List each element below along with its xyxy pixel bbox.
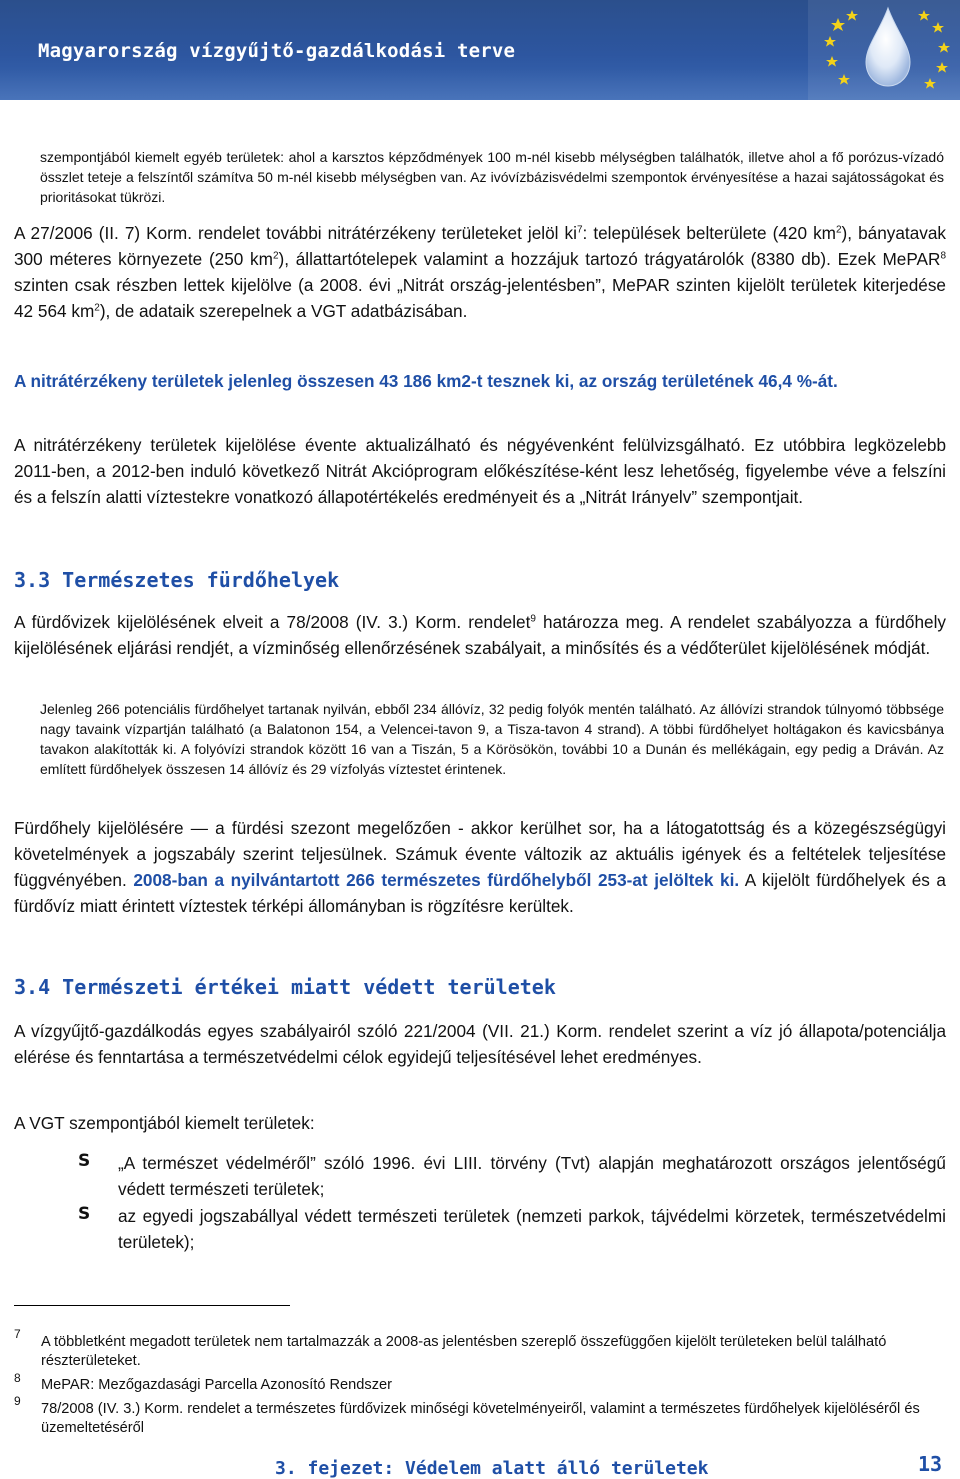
footnote-number: 9 — [14, 1394, 21, 1408]
p6-text-a: Fürdőhely kijelölésére — a fürdési szezont megelőzően - akkor kerülhet sor, ha a látogatottság és a közegészségügyi követelmények a jogszabály szerint teljesülnek. Számuk évente változik az aktuális igények és a feltételek teljesítése függvényében. — [14, 818, 946, 890]
p1-text-d: ), állattartótelepek valamint a hozzájuk tartozó trágyatárolók (8380 db). Ezek MePAR — [278, 249, 941, 269]
p1-text-f: ), de adataik szerepelnek a VGT adatbázisában. — [99, 301, 468, 321]
footnote-text: 78/2008 (IV. 3.) Korm. rendelet a természetes fürdővizek minőségi követelményeiről, valamint a természetes fürdőhelyek kijelöléséről és üzemeltetéséről — [41, 1401, 920, 1436]
section-heading-3-4 — [14, 975, 556, 999]
page-footer — [0, 1446, 960, 1478]
footnote-ref-8[interactable]: 8 — [940, 250, 946, 262]
section-title: Természetes fürdőhelyek — [62, 568, 340, 592]
footnote-text: MePAR: Mezőgazdasági Parcella Azonosító Rendszer — [41, 1377, 392, 1393]
bullet-item: „A természet védelméről” szóló 1996. évi LIII. törvény (Tvt) alapján meghatározott országos jelentőségű védett természeti területek; — [118, 1153, 946, 1199]
bullet-icon: S — [78, 1151, 91, 1171]
section-title: Természeti értékei miatt védett területek — [62, 975, 556, 999]
superscript-2: 2 — [94, 302, 100, 314]
page-number: 13 — [918, 1452, 943, 1476]
footnote-text: A többletként megadott területek nem tartalmazzák a 2008-as jelentésben szereplő összefüggően kijelölt területeken belül található részterületeket. — [41, 1334, 887, 1369]
chapter-title: 3. fejezet: Védelem alatt álló területek — [275, 1458, 709, 1479]
header-title: Magyarország vízgyűjtő-gazdálkodási terve — [38, 40, 516, 62]
superscript-2: 2 — [272, 250, 279, 262]
section-heading-3-3 — [14, 568, 339, 592]
superscript-2: 2 — [835, 224, 842, 236]
bathing-designation-paragraph — [14, 815, 946, 919]
eu-water-drop-logo — [808, 0, 960, 100]
p1-text-c: ), bányatavak 300 méteres környezete (250 km — [14, 223, 946, 269]
bathing-2008-highlight: 2008-ban a nyilvántartott 266 természetes fürdőhelyből 253-at jelöltek ki. — [133, 870, 740, 890]
p4-text-a: A fürdővizek kijelölésének elveit a 78/2008 (IV. 3.) Korm. rendelet — [14, 612, 531, 632]
bullet-item: az egyedi jogszabállyal védett természeti területek (nemzeti parkok, tájvédelmi körzetek, természetvédelmi területek); — [118, 1206, 946, 1252]
section-number: 3.3 — [14, 568, 51, 592]
nitrate-review-paragraph: A nitrátérzékeny területek kijelölése évente aktualizálható és négyévenként felülvizsgálható. Ez utóbbira legközelebb 2011-ben, a 2012-ben induló következő Nitrát Akcióprogram előkészítése-ként lesz lehetőség, figyelembe véve a felszíni és a felszín alatti víztestekre vonatkozó állapotértékelés eredményeit és a „Nitrát Irányelv” szempontjait. — [14, 435, 946, 507]
footnote-ref-9[interactable]: 9 — [530, 613, 536, 625]
p4-text-b: határozza meg. A rendelet szabályozza a fürdőhely kijelölésének eljárási rendjét, a vízminőség ellenőrzésének szabályait, a minősítés és a védőterület kijelölésének módját. — [14, 612, 946, 658]
nature-protection-paragraph: A vízgyűjtő-gazdálkodás egyes szabályairól szóló 221/2004 (VII. 21.) Korm. rendelet szerint a víz jó állapota/potenciálja elérése és fenntartása a természetvédelmi célok egyidejű teljesítésével lehet eredményes. — [14, 1021, 946, 1067]
p6-text-b: A kijelölt fürdőhelyek és a fürdővíz miatt érintett víztestek térképi állományban is rögzítésre kerültek. — [14, 870, 946, 916]
bullet-icon: S — [78, 1204, 91, 1224]
footnote-number: 7 — [14, 1327, 21, 1341]
section-number: 3.4 — [14, 975, 51, 999]
p1-text-b: : települések belterülete (420 km — [582, 223, 836, 243]
footnote-number: 8 — [14, 1371, 21, 1385]
p1-text-e: szinten csak részben lettek kijelölve (a 2008. évi „Nitrát ország-jelentésben”, MePAR szinten kijelölt területek kiterjedése 42 564 km — [14, 275, 946, 321]
footnote-ref-7[interactable]: 7 — [576, 224, 583, 236]
nitrate-total-highlight: A nitrátérzékeny területek jelenleg összesen 43 186 km2-t tesznek ki, az ország területének 46,4 %-át. — [14, 371, 838, 391]
bathing-sites-detail: Jelenleg 266 potenciális fürdőhelyet tartanak nyilván, ebből 234 állóvíz, 32 pedig folyók mentén található. Az állóvízi strandok túlnyomó többsége nagy tavaink vízpartján található (a Balatonon 154, a Velencei-tavon 9, a Tisza-tavon 4 strand). A többi fürdőhelyet holtágakon és kavicsbánya tavakon alakították ki. A folyóvízi strandok között 16 van a Tiszán, 5 a Körösökön, további 10 a Dunán és mellékágain, egy pedig a Dráván. Az említett fürdőhelyek összesen 14 állóvíz és 29 vízfolyás víztestet érintenek. — [40, 701, 944, 777]
bathing-regulation-paragraph — [14, 609, 946, 661]
footnote-divider — [14, 1305, 290, 1306]
vgt-areas-intro: A VGT szempontjából kiemelt területek: — [14, 1113, 315, 1133]
intro-paragraph: szempontjából kiemelt egyéb területek: ahol a karsztos képződmények 100 m-nél kisebb mélységben találhatók, illetve ahol a fő porózus-vízadó összlet teteje a felszíntől számítva 50 m-nél kisebb mélységben van. Az ivóvízbázisvédelmi szempontok érvényesítése a hazai sajátosságokat és prioritásokat tükrözi. — [40, 149, 944, 205]
p1-text-a: A 27/2006 (II. 7) Korm. rendelet további nitrátérzékeny területeket jelöl ki — [14, 223, 577, 243]
page-header — [0, 0, 960, 100]
nitrate-regulation-paragraph — [14, 220, 946, 324]
